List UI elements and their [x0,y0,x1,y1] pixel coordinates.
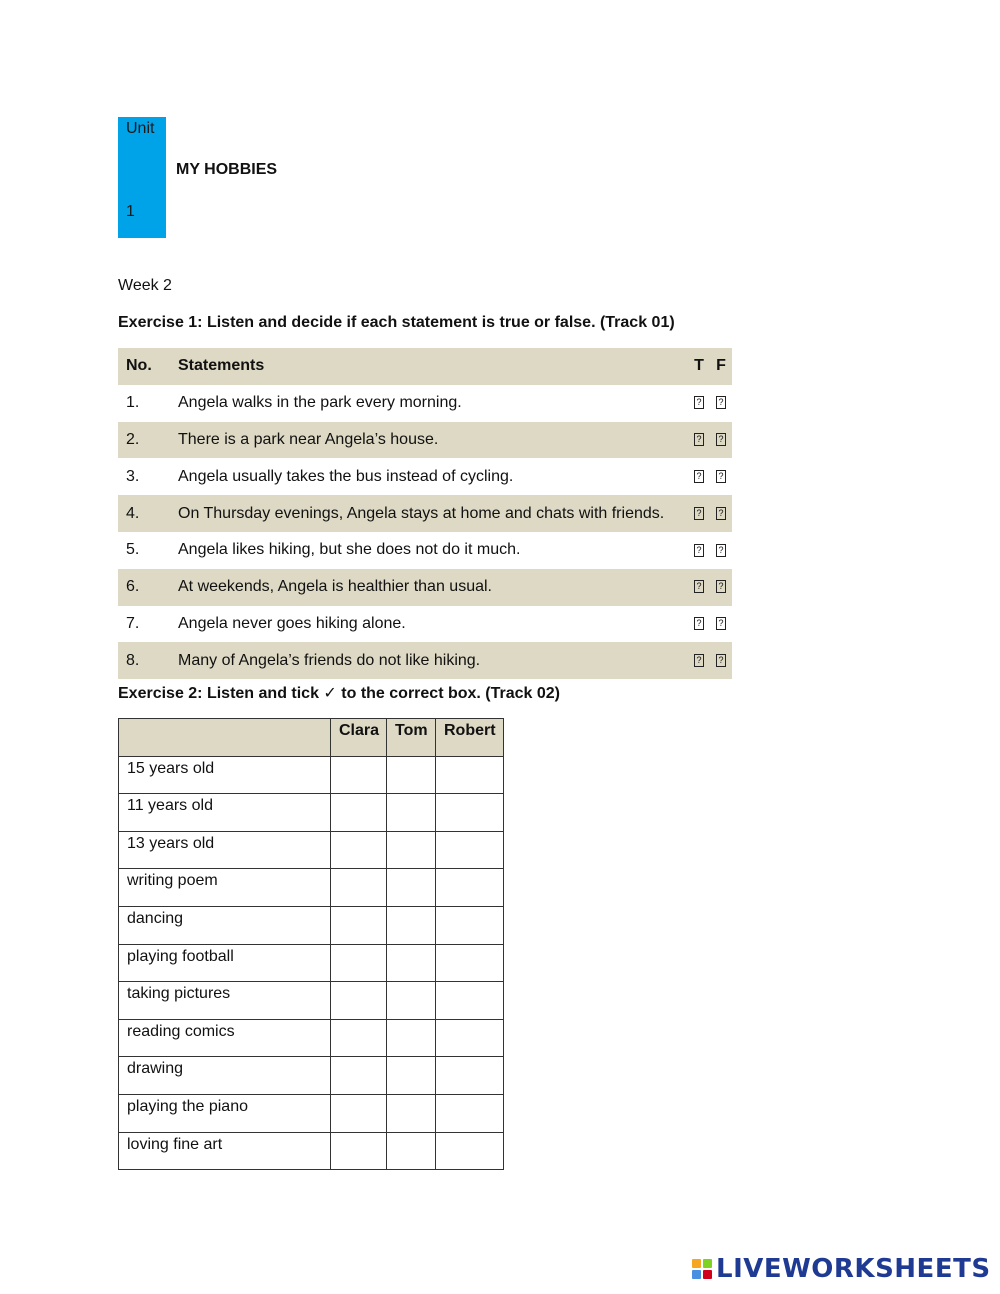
false-checkbox[interactable]: ? [716,470,726,483]
liveworksheets-logo [692,1254,991,1284]
tick-cell-tom[interactable] [387,982,436,1020]
false-cell [710,532,732,569]
statement-text: Angela likes hiking, but she does not do it much. [178,541,521,559]
tick-cell-tom[interactable] [387,906,436,944]
row-label: playing the piano [119,1094,331,1132]
true-cell [688,569,710,606]
tick-cell-clara[interactable] [331,906,387,944]
exercise1-title: Exercise 1: Listen and decide if each statement is true or false. (Track 01) [118,314,675,331]
true-cell [688,532,710,569]
statement-number: 1. [126,394,140,412]
header-robert: Robert [436,719,504,757]
logo-mark-icon [692,1259,712,1279]
exercise1-table [118,348,732,679]
table-row [119,756,504,794]
statement-row [118,532,732,569]
false-cell [710,458,732,495]
statement-number: 8. [126,651,140,669]
table-row [119,794,504,832]
statement-number: 5. [126,541,140,559]
unit-label: Unit [126,120,155,137]
tick-cell-tom[interactable] [387,1057,436,1095]
statement-text: Many of Angela’s friends do not like hiking. [178,651,481,669]
false-cell [710,495,732,532]
table-row [119,1019,504,1057]
true-checkbox[interactable]: ? [694,544,704,557]
true-checkbox[interactable]: ? [694,433,704,446]
statement-row [118,606,732,643]
logo-text: LIVEWORKSHEETS [716,1254,991,1284]
statement-row [118,422,732,459]
row-label: taking pictures [119,982,331,1020]
row-label: reading comics [119,1019,331,1057]
unit-number: 1 [126,203,135,220]
statement-row [118,458,732,495]
true-cell [688,606,710,643]
tick-cell-robert[interactable] [436,869,504,907]
exercise2-table [118,718,504,1170]
logo-square-icon [692,1270,701,1279]
true-checkbox[interactable]: ? [694,580,704,593]
tick-cell-robert[interactable] [436,982,504,1020]
true-cell [688,422,710,459]
false-cell [710,606,732,643]
tick-cell-tom[interactable] [387,1094,436,1132]
unit-title: MY HOBBIES [176,161,278,178]
statement-row [118,569,732,606]
exercise2-header-row [119,719,504,757]
logo-square-icon [703,1259,712,1268]
statement-number: 6. [126,578,140,596]
false-checkbox[interactable]: ? [716,433,726,446]
tick-cell-tom[interactable] [387,1019,436,1057]
tick-cell-robert[interactable] [436,1057,504,1095]
false-checkbox[interactable]: ? [716,654,726,667]
false-cell [710,569,732,606]
tick-cell-robert[interactable] [436,831,504,869]
exercise1-header-row [118,348,732,385]
row-label: dancing [119,906,331,944]
tick-cell-robert[interactable] [436,1094,504,1132]
true-cell [688,458,710,495]
statement-text: At weekends, Angela is healthier than usual. [178,578,492,596]
tick-cell-clara[interactable] [331,794,387,832]
statement-number: 7. [126,614,140,632]
logo-square-icon [692,1259,701,1268]
statement-number: 4. [126,504,140,522]
true-cell [688,385,710,422]
tick-cell-tom[interactable] [387,794,436,832]
header-clara: Clara [331,719,387,757]
true-checkbox[interactable]: ? [694,654,704,667]
tick-cell-clara[interactable] [331,831,387,869]
statement-row [118,495,732,532]
true-cell [688,642,710,679]
tick-cell-robert[interactable] [436,756,504,794]
tick-cell-robert[interactable] [436,1132,504,1170]
tick-cell-robert[interactable] [436,944,504,982]
header-empty [119,719,331,757]
false-checkbox[interactable]: ? [716,544,726,557]
tick-cell-clara[interactable] [331,1019,387,1057]
row-label: 13 years old [119,831,331,869]
row-label: loving fine art [119,1132,331,1170]
statement-text: On Thursday evenings, Angela stays at home and chats with friends. [178,504,665,522]
tick-cell-clara[interactable] [331,1132,387,1170]
true-checkbox[interactable]: ? [694,470,704,483]
table-row [119,869,504,907]
table-row [119,1057,504,1095]
week-label: Week 2 [118,277,172,294]
tick-cell-clara[interactable] [331,869,387,907]
false-checkbox[interactable]: ? [716,396,726,409]
logo-square-icon [703,1270,712,1279]
statement-number: 2. [126,430,140,448]
table-row [119,1132,504,1170]
header-statements: Statements [178,357,265,375]
header-no: No. [126,357,152,375]
table-row [119,1094,504,1132]
false-cell [710,642,732,679]
statement-text: Angela never goes hiking alone. [178,614,406,632]
exercise2-title: Exercise 2: Listen and tick ✓ to the correct box. (Track 02) [118,685,561,702]
header-tom: Tom [387,719,436,757]
statement-number: 3. [126,467,140,485]
tick-cell-tom[interactable] [387,1132,436,1170]
tick-cell-robert[interactable] [436,906,504,944]
false-checkbox[interactable]: ? [716,580,726,593]
tick-cell-clara[interactable] [331,756,387,794]
tick-cell-tom[interactable] [387,831,436,869]
statement-text: There is a park near Angela’s house. [178,430,439,448]
table-row [119,831,504,869]
row-label: writing poem [119,869,331,907]
header-false: F [716,357,726,375]
false-checkbox[interactable]: ? [716,617,726,630]
false-checkbox[interactable]: ? [716,507,726,520]
statement-row [118,642,732,679]
tick-cell-robert[interactable] [436,1019,504,1057]
header-true: T [694,357,704,375]
table-row [119,906,504,944]
true-checkbox[interactable]: ? [694,396,704,409]
statement-row [118,385,732,422]
row-label: 11 years old [119,794,331,832]
true-checkbox[interactable]: ? [694,507,704,520]
tick-cell-clara[interactable] [331,1094,387,1132]
tick-cell-clara[interactable] [331,1057,387,1095]
table-row [119,944,504,982]
tick-cell-clara[interactable] [331,982,387,1020]
tick-cell-tom[interactable] [387,944,436,982]
row-label: drawing [119,1057,331,1095]
tick-cell-clara[interactable] [331,944,387,982]
true-checkbox[interactable]: ? [694,617,704,630]
true-cell [688,495,710,532]
false-cell [710,422,732,459]
statement-text: Angela walks in the park every morning. [178,394,462,412]
tick-cell-tom[interactable] [387,869,436,907]
unit-badge [118,117,166,238]
statement-text: Angela usually takes the bus instead of cycling. [178,467,514,485]
row-label: playing football [119,944,331,982]
tick-cell-robert[interactable] [436,794,504,832]
false-cell [710,385,732,422]
row-label: 15 years old [119,756,331,794]
table-row [119,982,504,1020]
tick-cell-tom[interactable] [387,756,436,794]
